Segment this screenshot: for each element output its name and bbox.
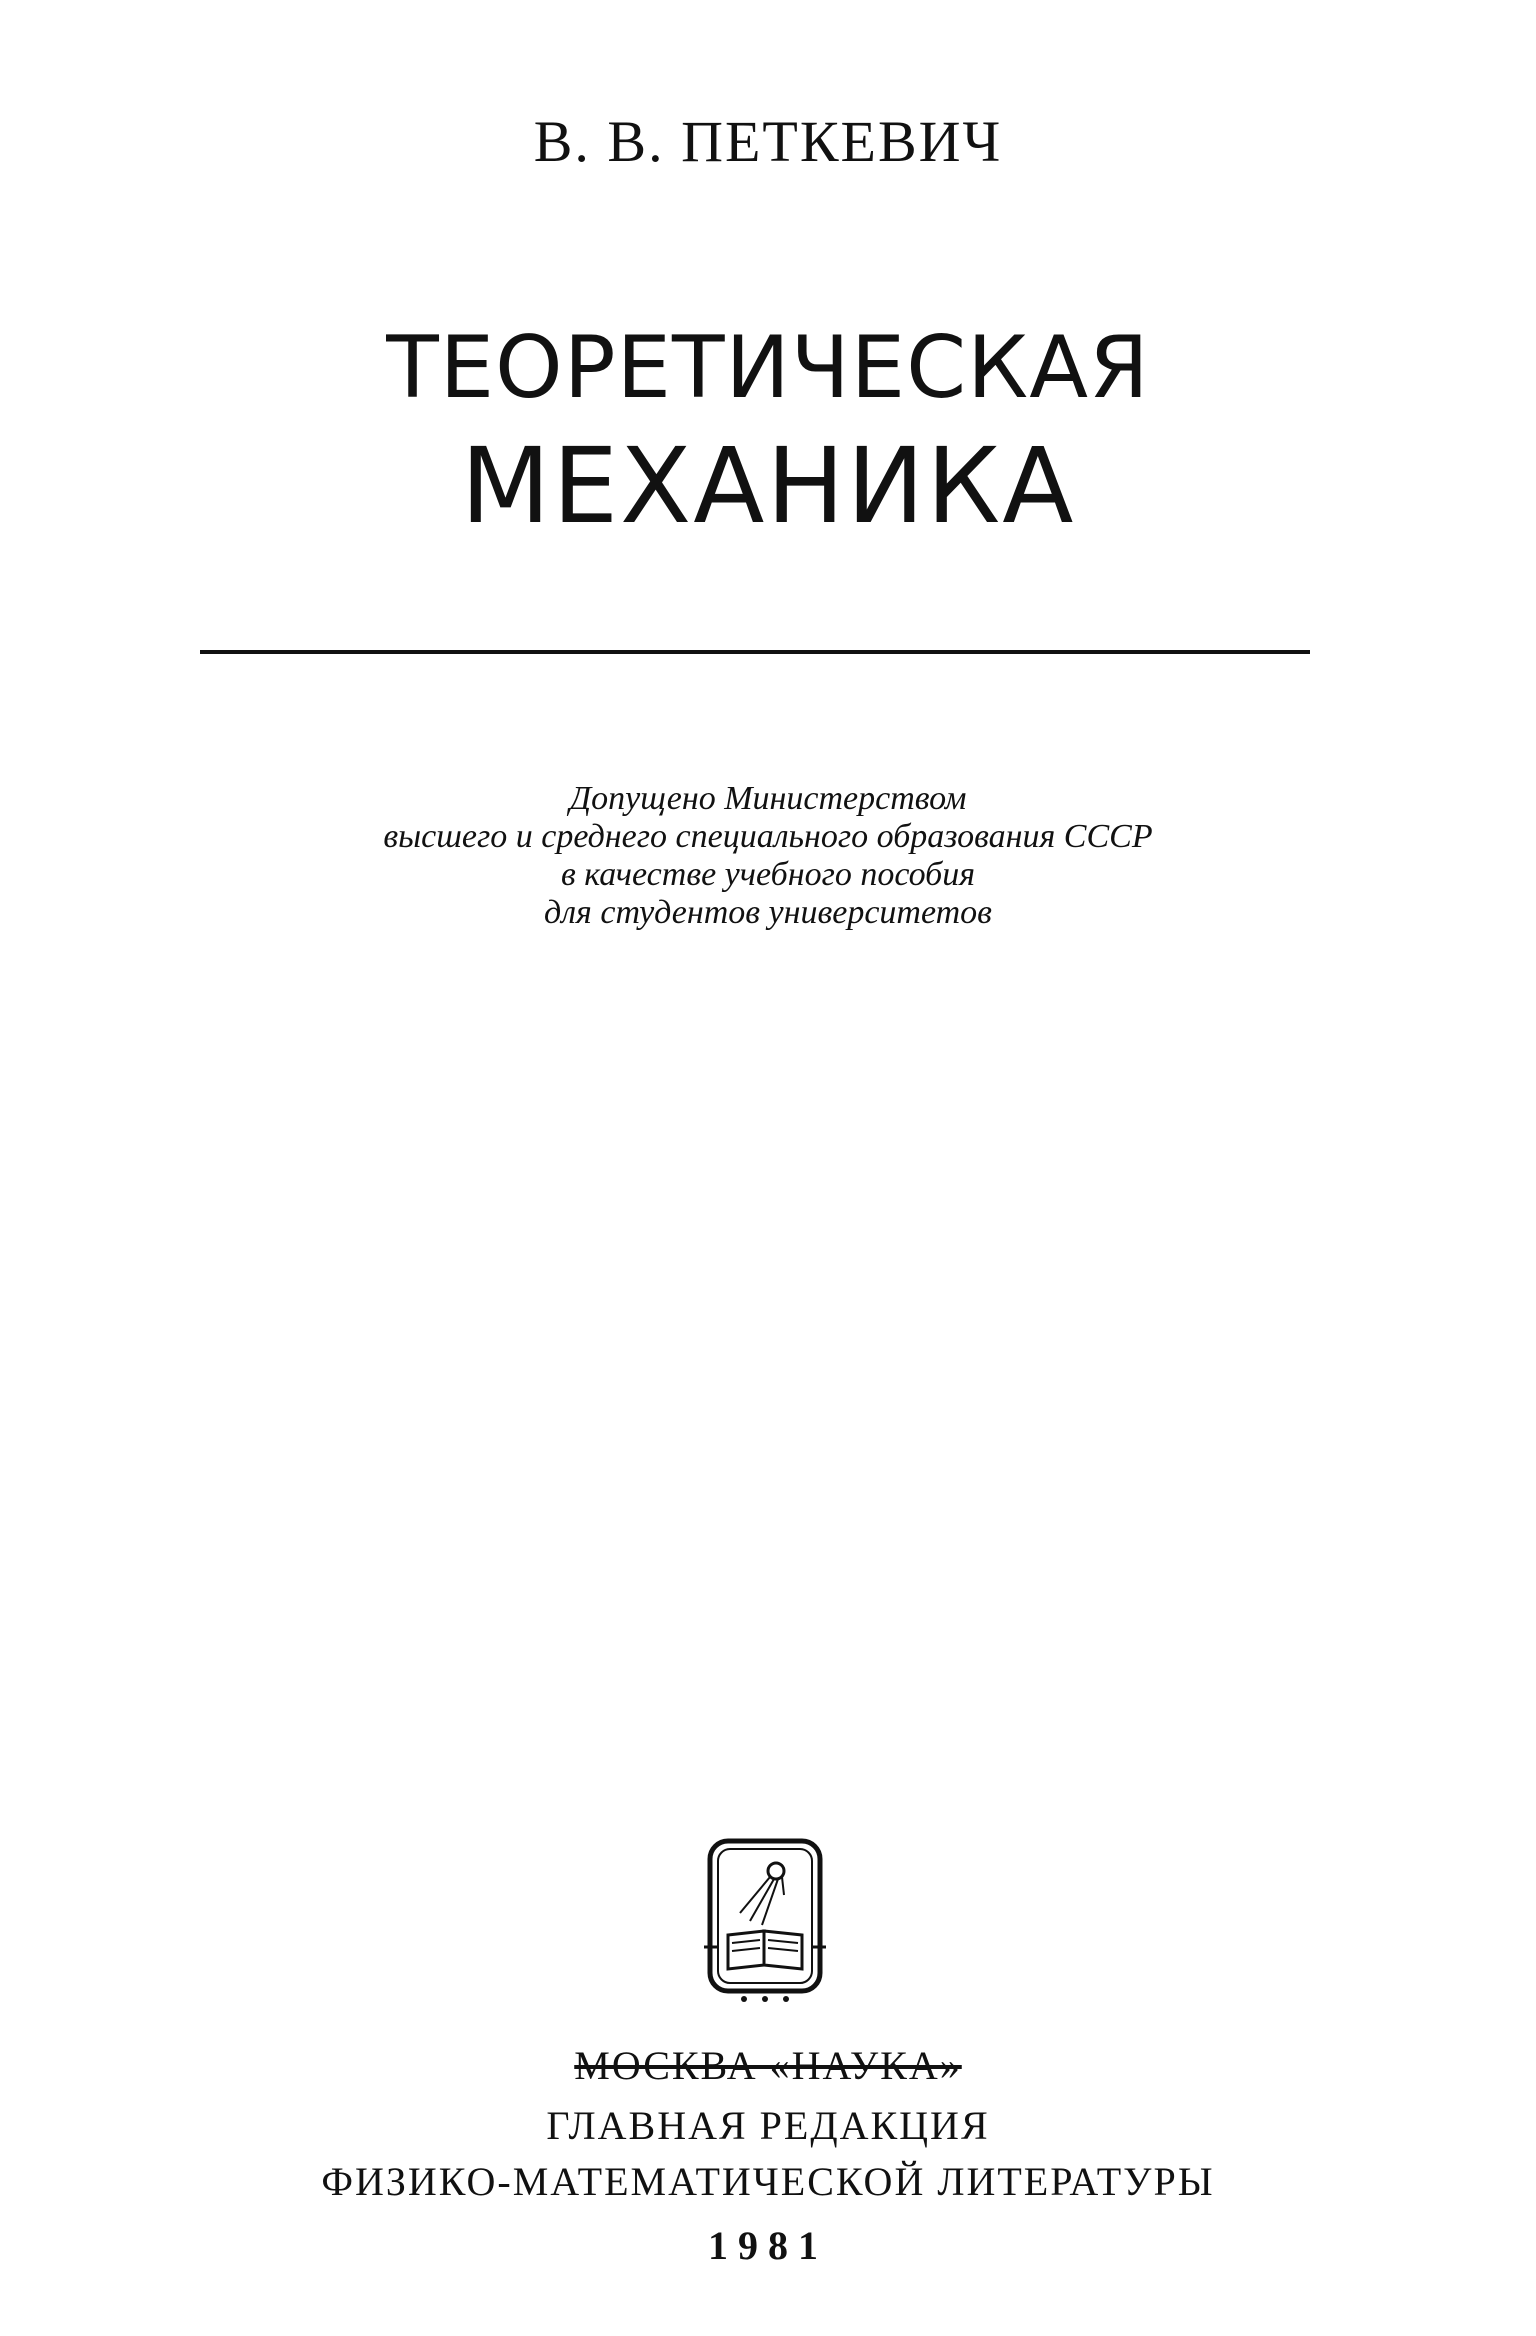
- publisher-city: [0, 2042, 1536, 2089]
- approval-line-1: Допущено Министерством: [569, 780, 967, 817]
- publisher-city-text: МОСКВА «НАУКА»: [574, 2043, 962, 2088]
- publication-year: 1981: [708, 2223, 828, 2268]
- publisher-division-subject: ФИЗИКО-МАТЕМАТИЧЕСКОЙ ЛИТЕРАТУРЫ: [321, 2159, 1215, 2204]
- book-title-line-1: ТЕОРЕТИЧЕСКАЯ: [386, 318, 1150, 418]
- publisher-division: ГЛАВНАЯ РЕДАКЦИЯ: [546, 2103, 990, 2148]
- approval-line-2: высшего и среднего специального образования СССР: [383, 818, 1153, 855]
- approval-line-4: для студентов университетов: [544, 894, 992, 931]
- author-name: В. В. ПЕТКЕВИЧ: [533, 109, 1003, 174]
- title-divider: [200, 650, 1310, 654]
- approval-line-3: в качестве учебного пособия: [560, 856, 976, 893]
- book-title-line-2: МЕХАНИКА: [460, 425, 1076, 547]
- publisher-emblem-icon: [704, 1835, 826, 2005]
- approval-notice: [0, 780, 1536, 932]
